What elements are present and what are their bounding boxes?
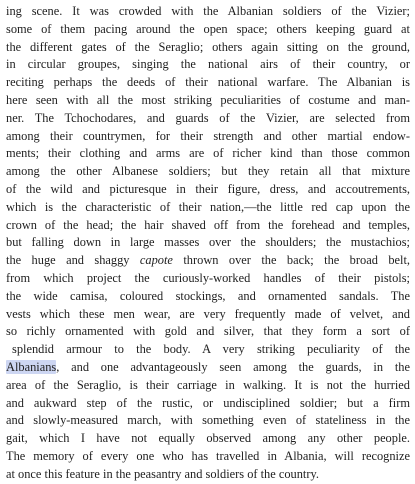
text-line-highlighted — [6, 359, 410, 377]
text-line: but falling down in large masses over the shoulders; the mustachios; — [6, 235, 410, 250]
text-line: reciting perhaps the deeds of their national warfare. The Albanian is — [6, 75, 410, 90]
text-line: the huge and shaggy capote thrown over the back; the broad belt, — [6, 253, 410, 268]
text-line: in circular groupes, singing the national airs of their country, or — [6, 57, 410, 72]
text-line: among the other Albanese soldiers; but they retain all that mixture — [6, 164, 410, 179]
text-line: at once this feature in the peasantry and soldiers of the country. — [6, 466, 319, 481]
text-line: gait, which I have not equally observed among any other people. — [6, 431, 410, 446]
text-line: The memory of every one who has travelled in Albania, will recognize — [6, 448, 410, 463]
search-highlight[interactable]: Albanians — [6, 359, 57, 374]
text-line: the wide camisa, coloured stockings, and ornamented sandals. The — [6, 288, 410, 303]
text-line: vests which these men wear, are very frequently made of velvet, and — [6, 306, 410, 321]
text-line: area of the Seraglio, is their carriage in walking. It is not the hurried — [6, 377, 410, 392]
text-line: of the wild and picturesque in their figure, dress, and accoutrements, — [6, 181, 410, 196]
text-line: the different gates of the Seraglio; others again sitting on the ground, — [6, 39, 410, 54]
text-line: splendid armour to the body. A very striking peculiarity of the — [12, 342, 410, 357]
text-line: some of them pacing around the open space; others keeping guard at — [6, 21, 410, 36]
text-line: among their countrymen, for their strength and other martial endow- — [6, 128, 410, 143]
text-line: ner. The Tchochodares, and guards of the Vizier, are selected from — [6, 110, 410, 125]
text-line: from which project the curiously-worked handles of their pistols; — [6, 270, 410, 285]
text-line: and slowly-measured march, with something even of stateliness in the — [6, 413, 410, 428]
text-line-post: , and one advantageously seen among the guards, in the — [56, 359, 410, 374]
text-line: which is the characteristic of their nation,—the little red cap upon the — [6, 199, 410, 214]
text-line: and aukward step of the rustic, or undisciplined soldier; but a firm — [6, 395, 410, 410]
text-line: here seen with all the most striking peculiarities of costume and man- — [6, 92, 410, 107]
text-line: crown of the head; the hair shaved off from the forehead and temples, — [6, 217, 410, 232]
text-line: so richly ornamented with gold and silver, that they form a sort of — [6, 324, 410, 339]
document-page — [6, 3, 410, 484]
text-line: ments; their clothing and arms are of richer kind than those common — [6, 146, 410, 161]
text-line: ing scene. It was crowded with the Albanian soldiers of the Vizier; — [6, 4, 410, 18]
